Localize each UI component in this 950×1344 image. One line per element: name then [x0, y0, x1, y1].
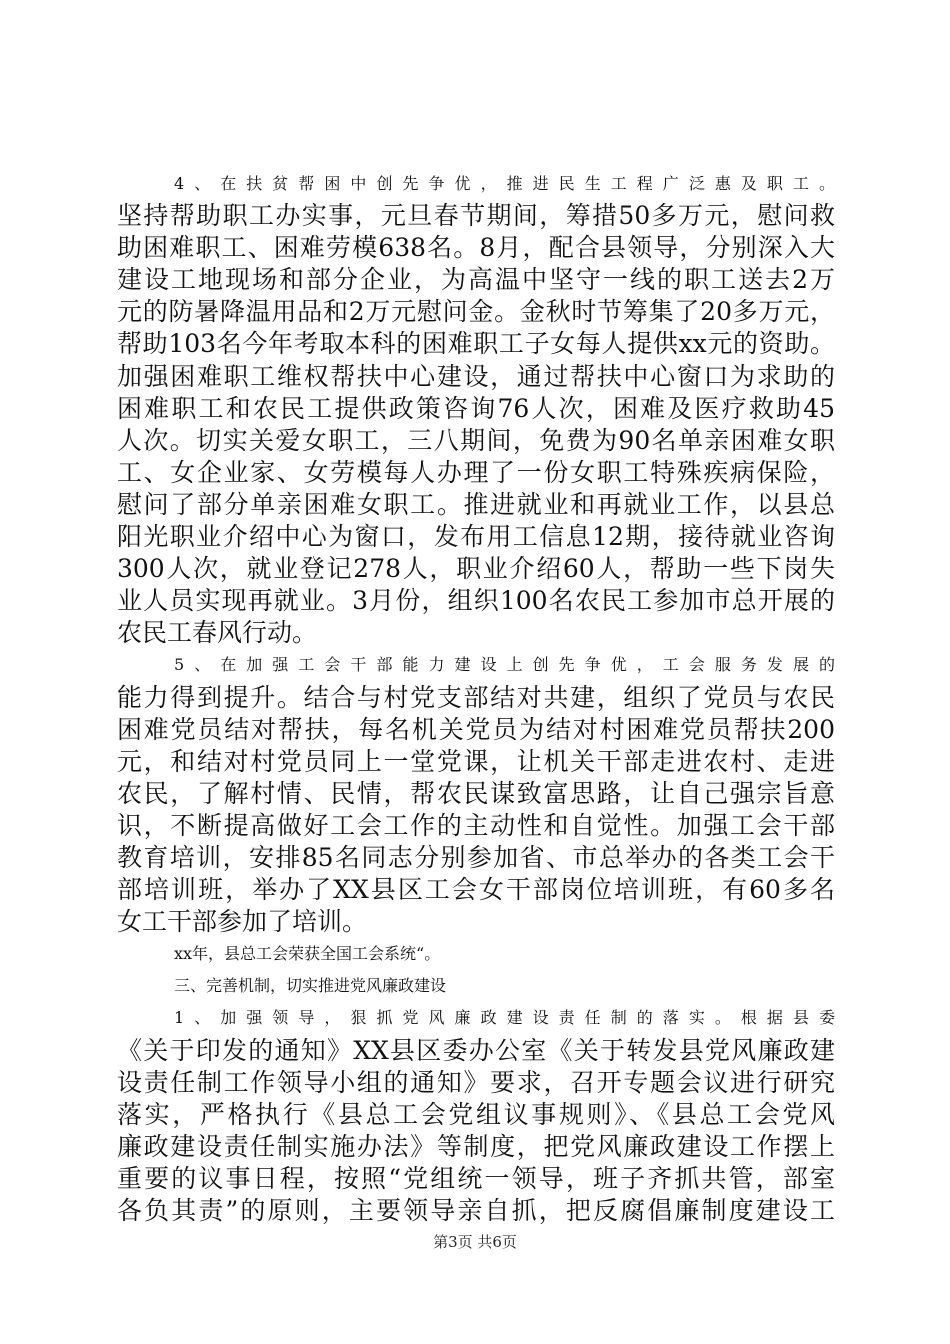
text-line: 能力得到提升。结合与村党支部结对共建，组织了党员与农民 [117, 682, 835, 712]
text-line: 女工干部参加了培训。 [117, 907, 368, 937]
text-line: 《关于印发的通知》XX县区委办公室《关于转发县党风廉政建 [117, 1035, 835, 1065]
text-line: 重要的议事日程，按照“党组统一领导，班子齐抓共管，部室 [117, 1163, 835, 1193]
page-footer: 第3页 共6页 [433, 1233, 517, 1251]
text-line: 农民，了解村情、民情，帮农民谋致富思路，让自己强宗旨意 [117, 778, 835, 808]
text-line: 设责任制工作领导小组的通知》要求，召开专题会议进行研究 [117, 1067, 835, 1097]
text-line: 困难职工和农民工提供政策咨询76人次，困难及医疗救助45 [117, 393, 835, 423]
text-line: 识，不断提高做好工会工作的主动性和自觉性。加强工会干部 [117, 810, 835, 840]
text-line: 慰问了部分单亲困难女职工。推进就业和再就业工作，以县总 [117, 489, 835, 519]
text-line: 4、在扶贫帮困中创先争优，推进民生工程广泛惠及职工。 [174, 174, 835, 193]
body-text [117, 168, 835, 1227]
text-line: 各负其责”的原则，主要领导亲自抓，把反腐倡廉制度建设工 [117, 1196, 835, 1225]
text-line: 建设工地现场和部分企业，为高温中坚守一线的职工送去2万 [117, 265, 835, 295]
text-line: 廉政建设责任制实施办法》等制度，把党风廉政建设工作摆上 [117, 1131, 835, 1161]
text-line: 困难党员结对帮扶，每名机关党员为结对村困难党员帮扶200 [117, 714, 835, 744]
text-line: 落实，严格执行《县总工会党组议事规则》、《县总工会党风 [117, 1099, 835, 1129]
text-line: 元，和结对村党员同上一堂党课，让机关干部走进农村、走进 [117, 746, 835, 776]
text-line: 5、在加强工会干部能力建设上创先争优，工会服务发展的 [174, 655, 835, 675]
text-line: 元的防暑降温用品和2万元慰问金。金秋时节筹集了20多万元， [117, 297, 835, 327]
text-line: 部培训班，举办了XX县区工会女干部岗位培训班，有60多名 [117, 875, 835, 905]
text-line: 阳光职业介绍中心为窗口，发布用工信息12期，接待就业咨询 [117, 522, 835, 552]
text-line: xx年，县总工会荣获全国工会系统“。 [174, 944, 441, 964]
text-line: 三、完善机制，切实推进党风廉政建设 [174, 976, 447, 996]
text-line: 人次。切实关爱女职工，三八期间，免费为90名单亲困难女职 [117, 425, 835, 455]
text-line: 助困难职工、困难劳模638名。8月，配合县领导，分别深入大 [117, 233, 835, 263]
text-line: 教育培训，安排85名同志分别参加省、市总举办的各类工会干 [117, 842, 835, 872]
text-line: 300人次，就业登记278人，职业介绍60人，帮助一些下岗失 [117, 554, 835, 584]
text-line: 帮助103名今年考取本科的困难职工子女每人提供xx元的资助。 [117, 329, 835, 359]
text-line: 农民工春风行动。 [117, 618, 318, 648]
text-line: 加强困难职工维权帮扶中心建设，通过帮扶中心窗口为求助的 [117, 361, 835, 391]
text-line: 业人员实现再就业。3月份，组织100名农民工参加市总开展的 [117, 586, 835, 616]
text-line: 坚持帮助职工办实事，元旦春节期间，筹措50多万元，慰问救 [117, 201, 835, 231]
text-line: 1、加强领导，狠抓党风廉政建设责任制的落实。根据县委 [174, 1008, 835, 1028]
text-line: 工、女企业家、女劳模每人办理了一份女职工特殊疾病保险， [117, 457, 835, 487]
